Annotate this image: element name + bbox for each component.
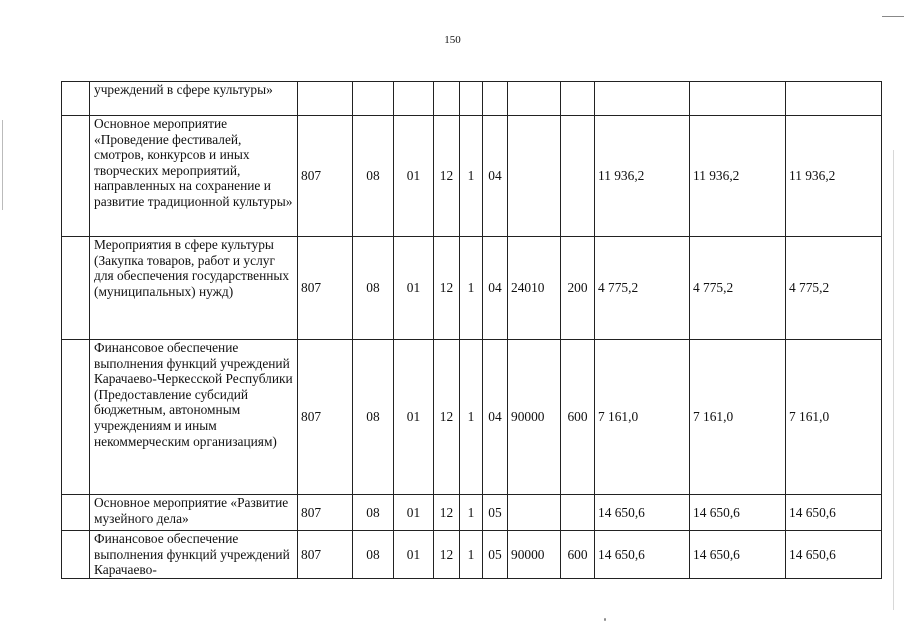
target-article-cell: 90000 — [508, 340, 561, 495]
expense-type-cell — [561, 495, 595, 531]
subprogram-code-cell: 1 — [460, 495, 483, 531]
item-name-cell: Основное мероприятие «Развитие музейного дела» — [90, 495, 298, 531]
expense-type-cell — [561, 116, 595, 237]
subprogram-code-cell: 1 — [460, 340, 483, 495]
event-code-cell: 05 — [483, 495, 508, 531]
subsection-code-cell: 01 — [394, 116, 434, 237]
ministry-code-cell: 807 — [298, 495, 353, 531]
table-body — [62, 82, 882, 579]
target-article-cell: 24010 — [508, 237, 561, 340]
table-row — [62, 340, 882, 495]
program-code-cell — [434, 82, 460, 116]
amount-year1-cell: 11 936,2 — [595, 116, 690, 237]
ministry-code-cell: 807 — [298, 116, 353, 237]
amount-year1-cell: 4 775,2 — [595, 237, 690, 340]
program-code-cell: 12 — [434, 531, 460, 579]
amount-year3-cell: 4 775,2 — [786, 237, 882, 340]
table-row — [62, 237, 882, 340]
ministry-code-cell: 807 — [298, 237, 353, 340]
event-code-cell: 04 — [483, 340, 508, 495]
event-code-cell: 04 — [483, 237, 508, 340]
target-article-cell: 90000 — [508, 531, 561, 579]
budget-table — [61, 81, 882, 579]
section-code-cell: 08 — [353, 237, 394, 340]
subsection-code-cell: 01 — [394, 495, 434, 531]
row-number-cell — [62, 237, 90, 340]
row-number-cell — [62, 340, 90, 495]
section-code-cell — [353, 82, 394, 116]
subprogram-code-cell: 1 — [460, 116, 483, 237]
amount-year3-cell — [786, 82, 882, 116]
ministry-code-cell: 807 — [298, 340, 353, 495]
expense-type-cell: 200 — [561, 237, 595, 340]
item-name-cell: Финансовое обеспечение выполнения функций учреждений Карачаево- — [90, 531, 298, 579]
expense-type-cell — [561, 82, 595, 116]
subprogram-code-cell: 1 — [460, 531, 483, 579]
scan-edge-mark — [2, 120, 3, 210]
row-number-cell — [62, 495, 90, 531]
amount-year3-cell: 14 650,6 — [786, 495, 882, 531]
subsection-code-cell: 01 — [394, 340, 434, 495]
table-row — [62, 82, 882, 116]
program-code-cell: 12 — [434, 340, 460, 495]
amount-year1-cell: 14 650,6 — [595, 495, 690, 531]
section-code-cell: 08 — [353, 531, 394, 579]
amount-year2-cell — [690, 82, 786, 116]
item-name-cell: Финансовое обеспечение выполнения функций учреждений Карачаево-Черкесской Республики (Предоставление субсидий бюджетным, автономным учреждениям и иным некоммерческим организациям) — [90, 340, 298, 495]
table-row — [62, 495, 882, 531]
target-article-cell — [508, 495, 561, 531]
scan-edge-mark — [893, 150, 894, 610]
amount-year1-cell: 7 161,0 — [595, 340, 690, 495]
amount-year1-cell — [595, 82, 690, 116]
subprogram-code-cell: 1 — [460, 237, 483, 340]
amount-year2-cell: 4 775,2 — [690, 237, 786, 340]
amount-year2-cell: 11 936,2 — [690, 116, 786, 237]
table-row — [62, 531, 882, 579]
event-code-cell — [483, 82, 508, 116]
program-code-cell: 12 — [434, 495, 460, 531]
section-code-cell: 08 — [353, 495, 394, 531]
program-code-cell: 12 — [434, 237, 460, 340]
target-article-cell — [508, 116, 561, 237]
item-name-cell: Мероприятия в сфере культуры (Закупка товаров, работ и услуг для обеспечения государственных (муниципальных) нужд) — [90, 237, 298, 340]
scan-speck — [604, 618, 606, 621]
table-row — [62, 116, 882, 237]
section-code-cell: 08 — [353, 340, 394, 495]
amount-year3-cell: 7 161,0 — [786, 340, 882, 495]
scan-speck — [882, 16, 904, 17]
row-number-cell — [62, 82, 90, 116]
section-code-cell: 08 — [353, 116, 394, 237]
target-article-cell — [508, 82, 561, 116]
subprogram-code-cell — [460, 82, 483, 116]
subsection-code-cell — [394, 82, 434, 116]
expense-type-cell: 600 — [561, 531, 595, 579]
subsection-code-cell: 01 — [394, 237, 434, 340]
event-code-cell: 04 — [483, 116, 508, 237]
row-number-cell — [62, 531, 90, 579]
item-name-cell: Основное мероприятие «Проведение фестивалей, смотров, конкурсов и иных творческих мероприятий, направленных на сохранение и развитие традиционной культуры» — [90, 116, 298, 237]
amount-year2-cell: 14 650,6 — [690, 495, 786, 531]
page-number: 150 — [444, 34, 461, 46]
amount-year2-cell: 7 161,0 — [690, 340, 786, 495]
ministry-code-cell — [298, 82, 353, 116]
amount-year2-cell: 14 650,6 — [690, 531, 786, 579]
ministry-code-cell: 807 — [298, 531, 353, 579]
subsection-code-cell: 01 — [394, 531, 434, 579]
expense-type-cell: 600 — [561, 340, 595, 495]
event-code-cell: 05 — [483, 531, 508, 579]
amount-year1-cell: 14 650,6 — [595, 531, 690, 579]
amount-year3-cell: 14 650,6 — [786, 531, 882, 579]
amount-year3-cell: 11 936,2 — [786, 116, 882, 237]
item-name-cell: учреждений в сфере культуры» — [90, 82, 298, 116]
program-code-cell: 12 — [434, 116, 460, 237]
row-number-cell — [62, 116, 90, 237]
